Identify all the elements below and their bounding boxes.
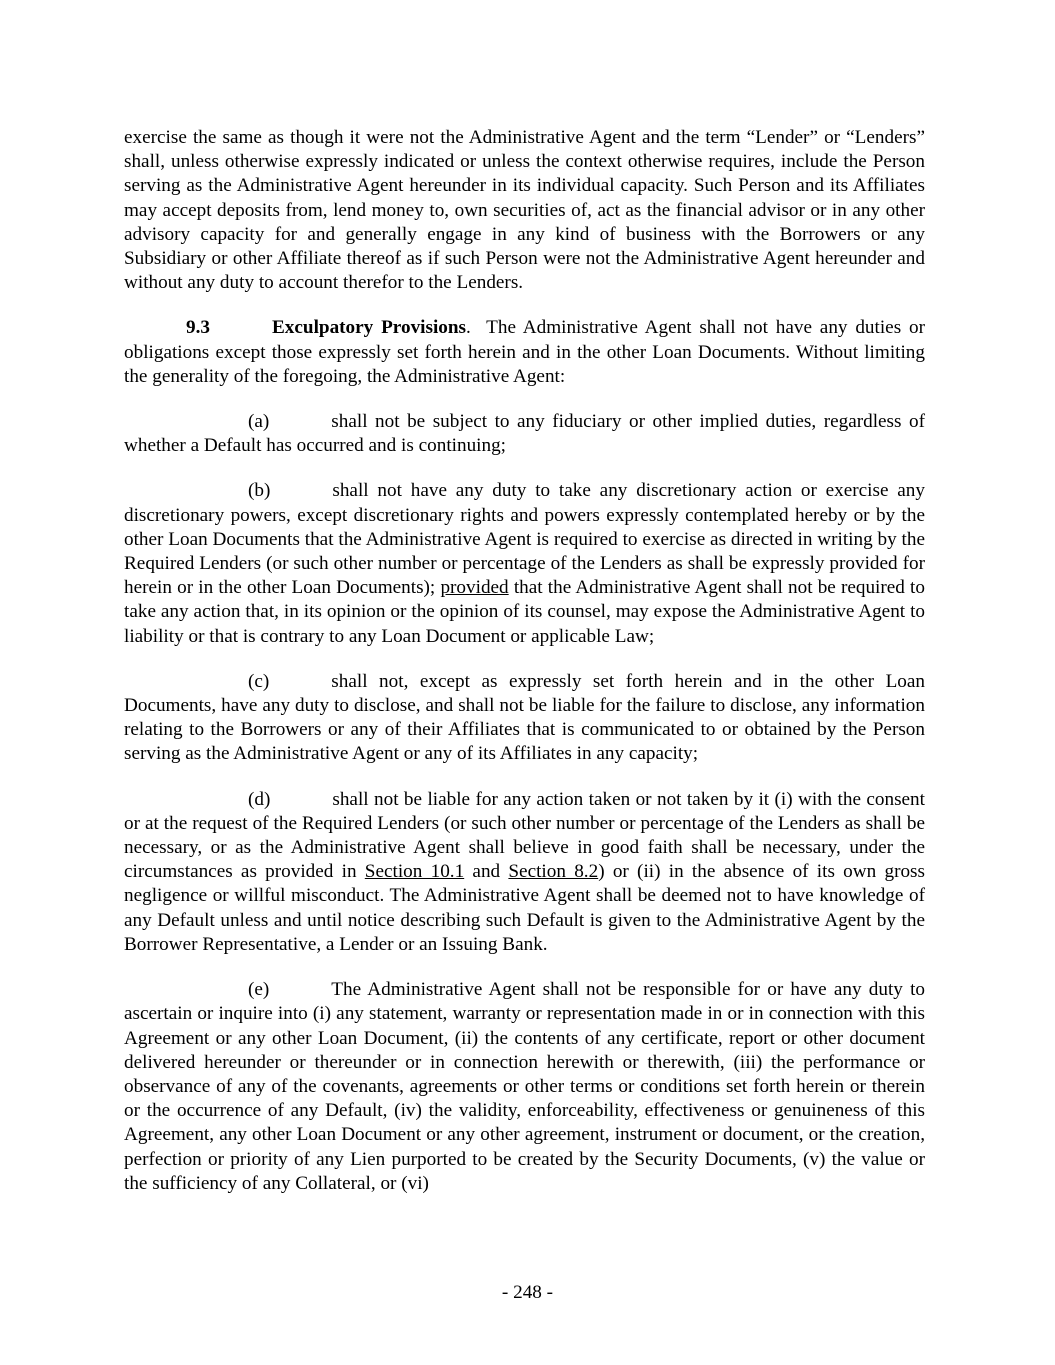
section-9-3: [124, 316, 925, 389]
page-number: - 248 -: [501, 1282, 554, 1303]
section-text: The Administrative Agent shall not have any duties or obligations except those expressly set forth herein and in the other Loan Documents. Without limiting the generality of the foregoing, the Administrative Agent:: [124, 317, 925, 387]
clause-label: (e): [248, 979, 270, 1001]
section-title: Exculpatory Provisions: [271, 317, 467, 339]
clause-text: shall not have any duty to take any discretionary action or exercise any discretionary powers, except discretionary rights and powers expressly contemplated hereby or by the other Loan Documents that the Administrative Agent is required to exercise as directed in writing by the Required Lenders (or such other number or percentage of the Lenders as shall be expressly provided for herein or in the other Loan Documents);: [124, 480, 925, 599]
section-reference-10-1[interactable]: Section 10.1: [364, 861, 465, 883]
clause-text-continued: that the Administrative Agent shall not be required to take any action that, in its opinion or the opinion of its counsel, may expose the Administrative Agent to liability or that is contrary to any Loan Document or applicable Law;: [124, 577, 925, 647]
section-number: 9.3: [186, 317, 210, 339]
clause-text: shall not be liable for any action taken or not taken by it (i) with the consent or at the request of the Required Lenders (or such other number or percentage of the Lenders as shall be necessary, or as the Administrative Agent shall believe in good faith shall be necessary, under the circumstances as provided in: [124, 788, 925, 883]
clause-text: shall not, except as expressly set forth herein and in the other Loan Documents, have any duty to disclose, and shall not be liable for the failure to disclose, any information relating to the Borrowers or any of their Affiliates that is communicated to or obtained by the Person serving as the Administrative Agent or any of its Affiliates in any capacity;: [124, 670, 925, 765]
clause-label: (b): [248, 480, 271, 502]
paragraph-text: exercise the same as though it were not the Administrative Agent and the term “Lender” or “Lenders” shall, unless otherwise expressly indicated or unless the context otherwise requires, include the Person serving as the Administrative Agent hereunder in its individual capacity. Such Person and its Affiliates may accept deposits from, lend money to, own securities of, act as the financial advisor or in any other advisory capacity for and generally engage in any kind of business with the Borrowers or any Subsidiary or other Affiliate thereof as if such Person were not the Administrative Agent hereunder and without any duty to account therefor to the Lenders.: [124, 127, 925, 294]
document-page: [124, 126, 925, 1217]
clause-b: [124, 479, 925, 648]
section-title-punctuation: .: [466, 317, 471, 339]
paragraph-continuation: [124, 126, 925, 295]
clause-e: [124, 978, 925, 1196]
clause-label: (c): [248, 670, 270, 692]
clause-text-and: and: [464, 861, 509, 883]
clause-label: (d): [248, 788, 271, 810]
clause-text: shall not be subject to any fiduciary or other implied duties, regardless of whether a Default has occurred and is continuing;: [124, 411, 925, 457]
clause-text-continued: ) or (ii) in the absence of its own gross negligence or willful misconduct. The Administrative Agent shall be deemed not to have knowledge of any Default unless and until notice describing such Default is given to the Administrative Agent by the Borrower Representative, a Lender or an Issuing Bank.: [124, 861, 925, 955]
clause-c: [124, 670, 925, 767]
provided-term: provided: [440, 577, 509, 599]
clause-a: [124, 410, 925, 458]
section-reference-8-2[interactable]: Section 8.2: [508, 861, 599, 883]
clause-d: [124, 788, 925, 957]
clause-label: (a): [248, 411, 270, 433]
clause-text: The Administrative Agent shall not be responsible for or have any duty to ascertain or inquire into (i) any statement, warranty or representation made in or in connection with this Agreement or any other Loan Document, (ii) the contents of any certificate, report or other document delivered hereunder or thereunder or in connection herewith or therewith, (iii) the performance or observance of any of the covenants, agreements or other terms or conditions set forth herein or therein or the occurrence of any Default, (iv) the validity, enforceability, effectiveness or genuineness of this Agreement, any other Loan Document or any other agreement, instrument or document, or the creation, perfection or priority of any Lien purported to be created by the Security Documents, (v) the value or the sufficiency of any Collateral, or (vi): [124, 979, 925, 1194]
